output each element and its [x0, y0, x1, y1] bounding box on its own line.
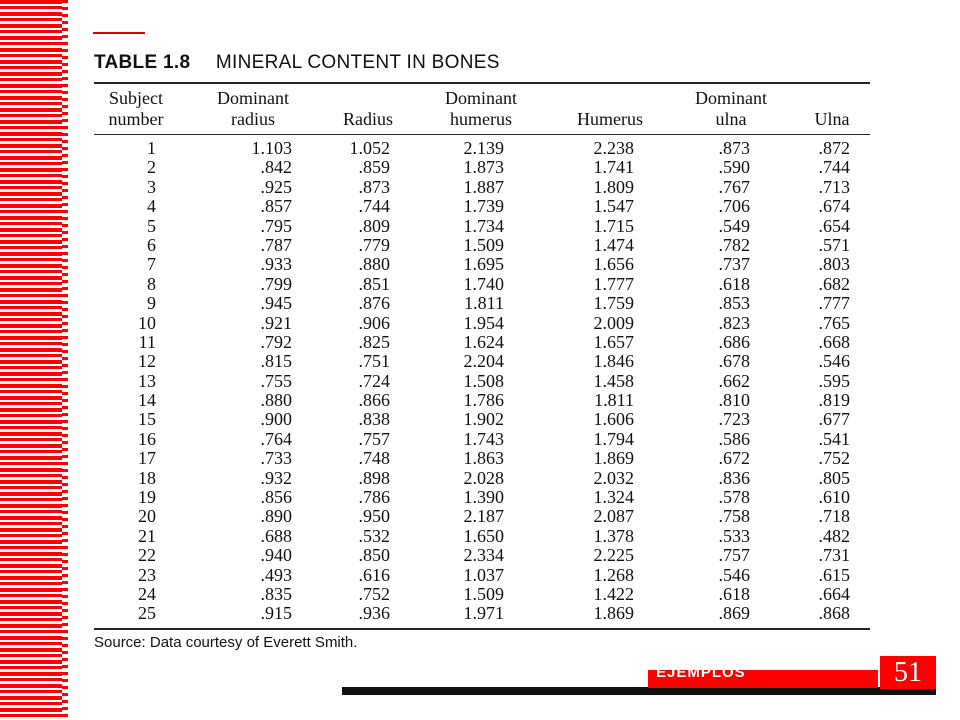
table-cell: 1.846	[593, 351, 634, 372]
table-cell: .777	[818, 293, 850, 314]
table-cell: .925	[260, 176, 292, 197]
table-cell: 1.954	[463, 312, 504, 333]
table-cell: 20	[138, 506, 156, 527]
table-cell: 1.037	[463, 564, 504, 585]
table-cell: 1.390	[463, 487, 504, 508]
table-cell: .932	[260, 467, 292, 488]
table-cell: .815	[260, 351, 292, 372]
table-cell: .836	[718, 467, 750, 488]
source-note: Source: Data courtesy of Everett Smith.	[94, 634, 358, 651]
table-cell: .706	[718, 196, 750, 217]
table-cell: .541	[818, 428, 850, 449]
footer-label: EJEMPLOS	[656, 664, 746, 681]
table-cell: .610	[818, 487, 850, 508]
table-cell: 12	[138, 351, 156, 372]
table-cell: 10	[138, 312, 156, 333]
table-cell: .757	[358, 428, 390, 449]
table-cell: .906	[358, 312, 390, 333]
table-cell: 1	[147, 138, 156, 158]
table-cell: .672	[718, 448, 750, 469]
table-cell: .533	[718, 525, 750, 546]
header-dominant-radius: radius	[231, 109, 275, 129]
table-cell: 1.741	[593, 157, 634, 178]
table-cell: 1.324	[593, 487, 634, 508]
table-cell: 25	[138, 603, 156, 624]
header-radius: Radius	[342, 109, 393, 129]
table-title	[94, 52, 500, 74]
table-cell: 17	[138, 448, 156, 469]
table-cell: 1.103	[251, 138, 292, 158]
table-number: TABLE 1.8	[94, 52, 191, 73]
table-cell: 1.606	[593, 409, 634, 430]
table-cell: 1.811	[464, 293, 504, 314]
table-cell: .549	[718, 215, 750, 236]
table-cell: 1.624	[463, 331, 504, 352]
table-cell: 1.268	[593, 564, 634, 585]
table-cell: 1.509	[463, 583, 504, 604]
footer-bar	[342, 687, 936, 695]
table-cell: 1.777	[593, 273, 634, 294]
table-cell: .616	[358, 564, 390, 585]
table-cell: .688	[260, 525, 292, 546]
header-subject-top: Subject	[109, 88, 163, 108]
table-cell: 1.458	[593, 370, 634, 391]
table-cell: 1.422	[593, 583, 634, 604]
table-caption: MINERAL CONTENT IN BONES	[215, 52, 500, 73]
table-cell: 1.695	[463, 254, 504, 275]
table-cell: 9	[147, 293, 156, 314]
table-cell: .866	[358, 390, 390, 411]
table-cell: 1.887	[463, 176, 504, 197]
table-bottom-rule	[94, 628, 870, 630]
table-cell: 1.863	[463, 448, 504, 469]
table-cell: .493	[260, 564, 292, 585]
table-cell: .757	[718, 545, 750, 566]
table-cell: .872	[818, 138, 850, 158]
table-cell: .744	[358, 196, 390, 217]
table-cell: 1.657	[593, 331, 634, 352]
table-top-rule	[94, 82, 870, 84]
table-cell: 1.873	[463, 157, 504, 178]
table-cell: .782	[718, 234, 750, 255]
table-cell: .737	[718, 254, 750, 275]
table-cell: .764	[260, 428, 292, 449]
table-cell: .795	[260, 215, 292, 236]
table-cell: 1.656	[593, 254, 634, 275]
table-cell: 1.734	[463, 215, 504, 236]
table-cell: .752	[818, 448, 850, 469]
table-cell: .668	[818, 331, 850, 352]
table-cell: 22	[138, 545, 156, 566]
table-cell: 1.971	[463, 603, 504, 624]
table-cell: .805	[818, 467, 850, 488]
table-cell: .765	[818, 312, 850, 333]
table-cell: .880	[260, 390, 292, 411]
table-cell: 1.739	[463, 196, 504, 217]
table-cell: .674	[818, 196, 850, 217]
table-cell: .618	[718, 583, 750, 604]
table-cell: .936	[358, 603, 390, 624]
table-cell: 23	[138, 564, 156, 585]
table-cell: .595	[818, 370, 850, 391]
table-cell: 19	[138, 487, 156, 508]
page-number: 51	[880, 656, 936, 689]
table-cell: .850	[358, 545, 390, 566]
table-cell: 2	[147, 157, 156, 178]
table-cell: .786	[358, 487, 390, 508]
table-cell: 3	[147, 176, 156, 197]
table-cell: .940	[260, 545, 292, 566]
table-cell: .823	[718, 312, 750, 333]
table-cell: 1.902	[463, 409, 504, 430]
table-cell: .857	[260, 196, 292, 217]
table-cell: .731	[818, 545, 850, 566]
table-cell: .835	[260, 583, 292, 604]
table-cell: .869	[718, 603, 750, 624]
table-cell: .921	[260, 312, 292, 333]
table-cell: .677	[818, 409, 850, 430]
table-cell: .662	[718, 370, 750, 391]
table-cell: 1.740	[463, 273, 504, 294]
table-cell: .590	[718, 157, 750, 178]
table-cell: 2.225	[593, 545, 634, 566]
table-cell: .799	[260, 273, 292, 294]
table-cell: .723	[718, 409, 750, 430]
table-cell: 2.028	[463, 467, 504, 488]
table-cell: .819	[818, 390, 850, 411]
decorative-stripe-bar	[0, 0, 68, 720]
table-cell: 15	[138, 409, 156, 430]
table-cell: 2.187	[463, 506, 504, 527]
table-cell: .571	[818, 234, 850, 255]
table-cell: 16	[138, 428, 156, 449]
table-cell: 13	[138, 370, 156, 391]
table-cell: .787	[260, 234, 292, 255]
table-cell: 24	[138, 583, 156, 604]
table-cell: 1.509	[463, 234, 504, 255]
table-cell: .546	[818, 351, 850, 372]
table-cell: .748	[358, 448, 390, 469]
header-dominant-humerus: humerus	[450, 109, 512, 129]
table-cell: .686	[718, 331, 750, 352]
table-cell: .751	[358, 351, 390, 372]
table-cell: 2.204	[463, 351, 504, 372]
header-dominant-radius-top: Dominant	[217, 88, 289, 108]
table-cell: .752	[358, 583, 390, 604]
table-cell: .578	[718, 487, 750, 508]
table-cell: 1.547	[593, 196, 634, 217]
table-cell: .724	[358, 370, 390, 391]
table-cell: .678	[718, 351, 750, 372]
table-cell: .744	[818, 157, 850, 178]
table-cell: .482	[818, 525, 850, 546]
table-cell: .915	[260, 603, 292, 624]
table-cell: .873	[718, 138, 750, 158]
table-cell: .950	[358, 506, 390, 527]
table-cell: 1.378	[593, 525, 634, 546]
table-cell: 8	[147, 273, 156, 294]
header-humerus: Humerus	[577, 109, 643, 129]
table-cell: 2.238	[593, 138, 634, 158]
table-cell: .825	[358, 331, 390, 352]
decorative-tick	[93, 32, 145, 34]
table-cell: 2.009	[593, 312, 634, 333]
table-cell: 7	[147, 254, 156, 275]
table-cell: .664	[818, 583, 850, 604]
table-cell: .856	[260, 487, 292, 508]
table-cell: 1.508	[463, 370, 504, 391]
table-cell: 6	[147, 234, 156, 255]
table-cell: 1.869	[593, 603, 634, 624]
table-cell: .792	[260, 331, 292, 352]
table-cell: 2.139	[463, 138, 504, 158]
table-cell: .718	[818, 506, 850, 527]
header-ulna: Ulna	[814, 109, 850, 129]
table-cell: 18	[138, 467, 156, 488]
table-cell: .880	[358, 254, 390, 275]
table-cell: 21	[138, 525, 156, 546]
table-cell: 1.869	[593, 448, 634, 469]
table-cell: .654	[818, 215, 850, 236]
table-cell: .900	[260, 409, 292, 430]
header-dominant-ulna-top: Dominant	[695, 88, 767, 108]
table-cell: 1.474	[593, 234, 634, 255]
table-cell: .810	[718, 390, 750, 411]
table-cell: .876	[358, 293, 390, 314]
table-cell: .842	[260, 157, 292, 178]
table-cell: 4	[147, 196, 156, 217]
table-cell: .586	[718, 428, 750, 449]
table-cell: 1.743	[463, 428, 504, 449]
table-cell: .851	[358, 273, 390, 294]
table-cell: 1.052	[349, 138, 390, 158]
table-cell: 1.650	[463, 525, 504, 546]
table-cell: 5	[147, 215, 156, 236]
table-cell: 14	[138, 390, 156, 411]
table-cell: 1.759	[593, 293, 634, 314]
table-cell: .713	[818, 176, 850, 197]
table-cell: .890	[260, 506, 292, 527]
table-cell: .838	[358, 409, 390, 430]
table-cell: .779	[358, 234, 390, 255]
header-dominant-humerus-top: Dominant	[445, 88, 517, 108]
table-cell: .758	[718, 506, 750, 527]
table-cell: .532	[358, 525, 390, 546]
table-cell: .945	[260, 293, 292, 314]
table-cell: .859	[358, 157, 390, 178]
table-cell: 2.087	[593, 506, 634, 527]
table-cell: .767	[718, 176, 750, 197]
header-subject-number: number	[108, 109, 164, 129]
table-cell: .618	[718, 273, 750, 294]
table-cell: 1.809	[593, 176, 634, 197]
header-dominant-ulna: ulna	[715, 109, 747, 129]
table-cell: 1.715	[593, 215, 634, 236]
table-cell: .898	[358, 467, 390, 488]
table-cell: 1.786	[463, 390, 504, 411]
table-cell: .755	[260, 370, 292, 391]
table-cell: .682	[818, 273, 850, 294]
table-cell: 11	[138, 331, 156, 352]
table-header-rule	[94, 134, 870, 135]
table-cell: .933	[260, 254, 292, 275]
table-cell: .853	[718, 293, 750, 314]
table-cell: 1.794	[593, 428, 634, 449]
table-cell: .546	[718, 564, 750, 585]
table-cell: .615	[818, 564, 850, 585]
table-cell: .809	[358, 215, 390, 236]
table-cell: 2.032	[593, 467, 634, 488]
table-cell: 1.811	[594, 390, 634, 411]
table-cell: .803	[818, 254, 850, 275]
table-cell: .873	[358, 176, 390, 197]
table-cell: 2.334	[463, 545, 504, 566]
table-cell: .868	[818, 603, 850, 624]
table-cell: .733	[260, 448, 292, 469]
